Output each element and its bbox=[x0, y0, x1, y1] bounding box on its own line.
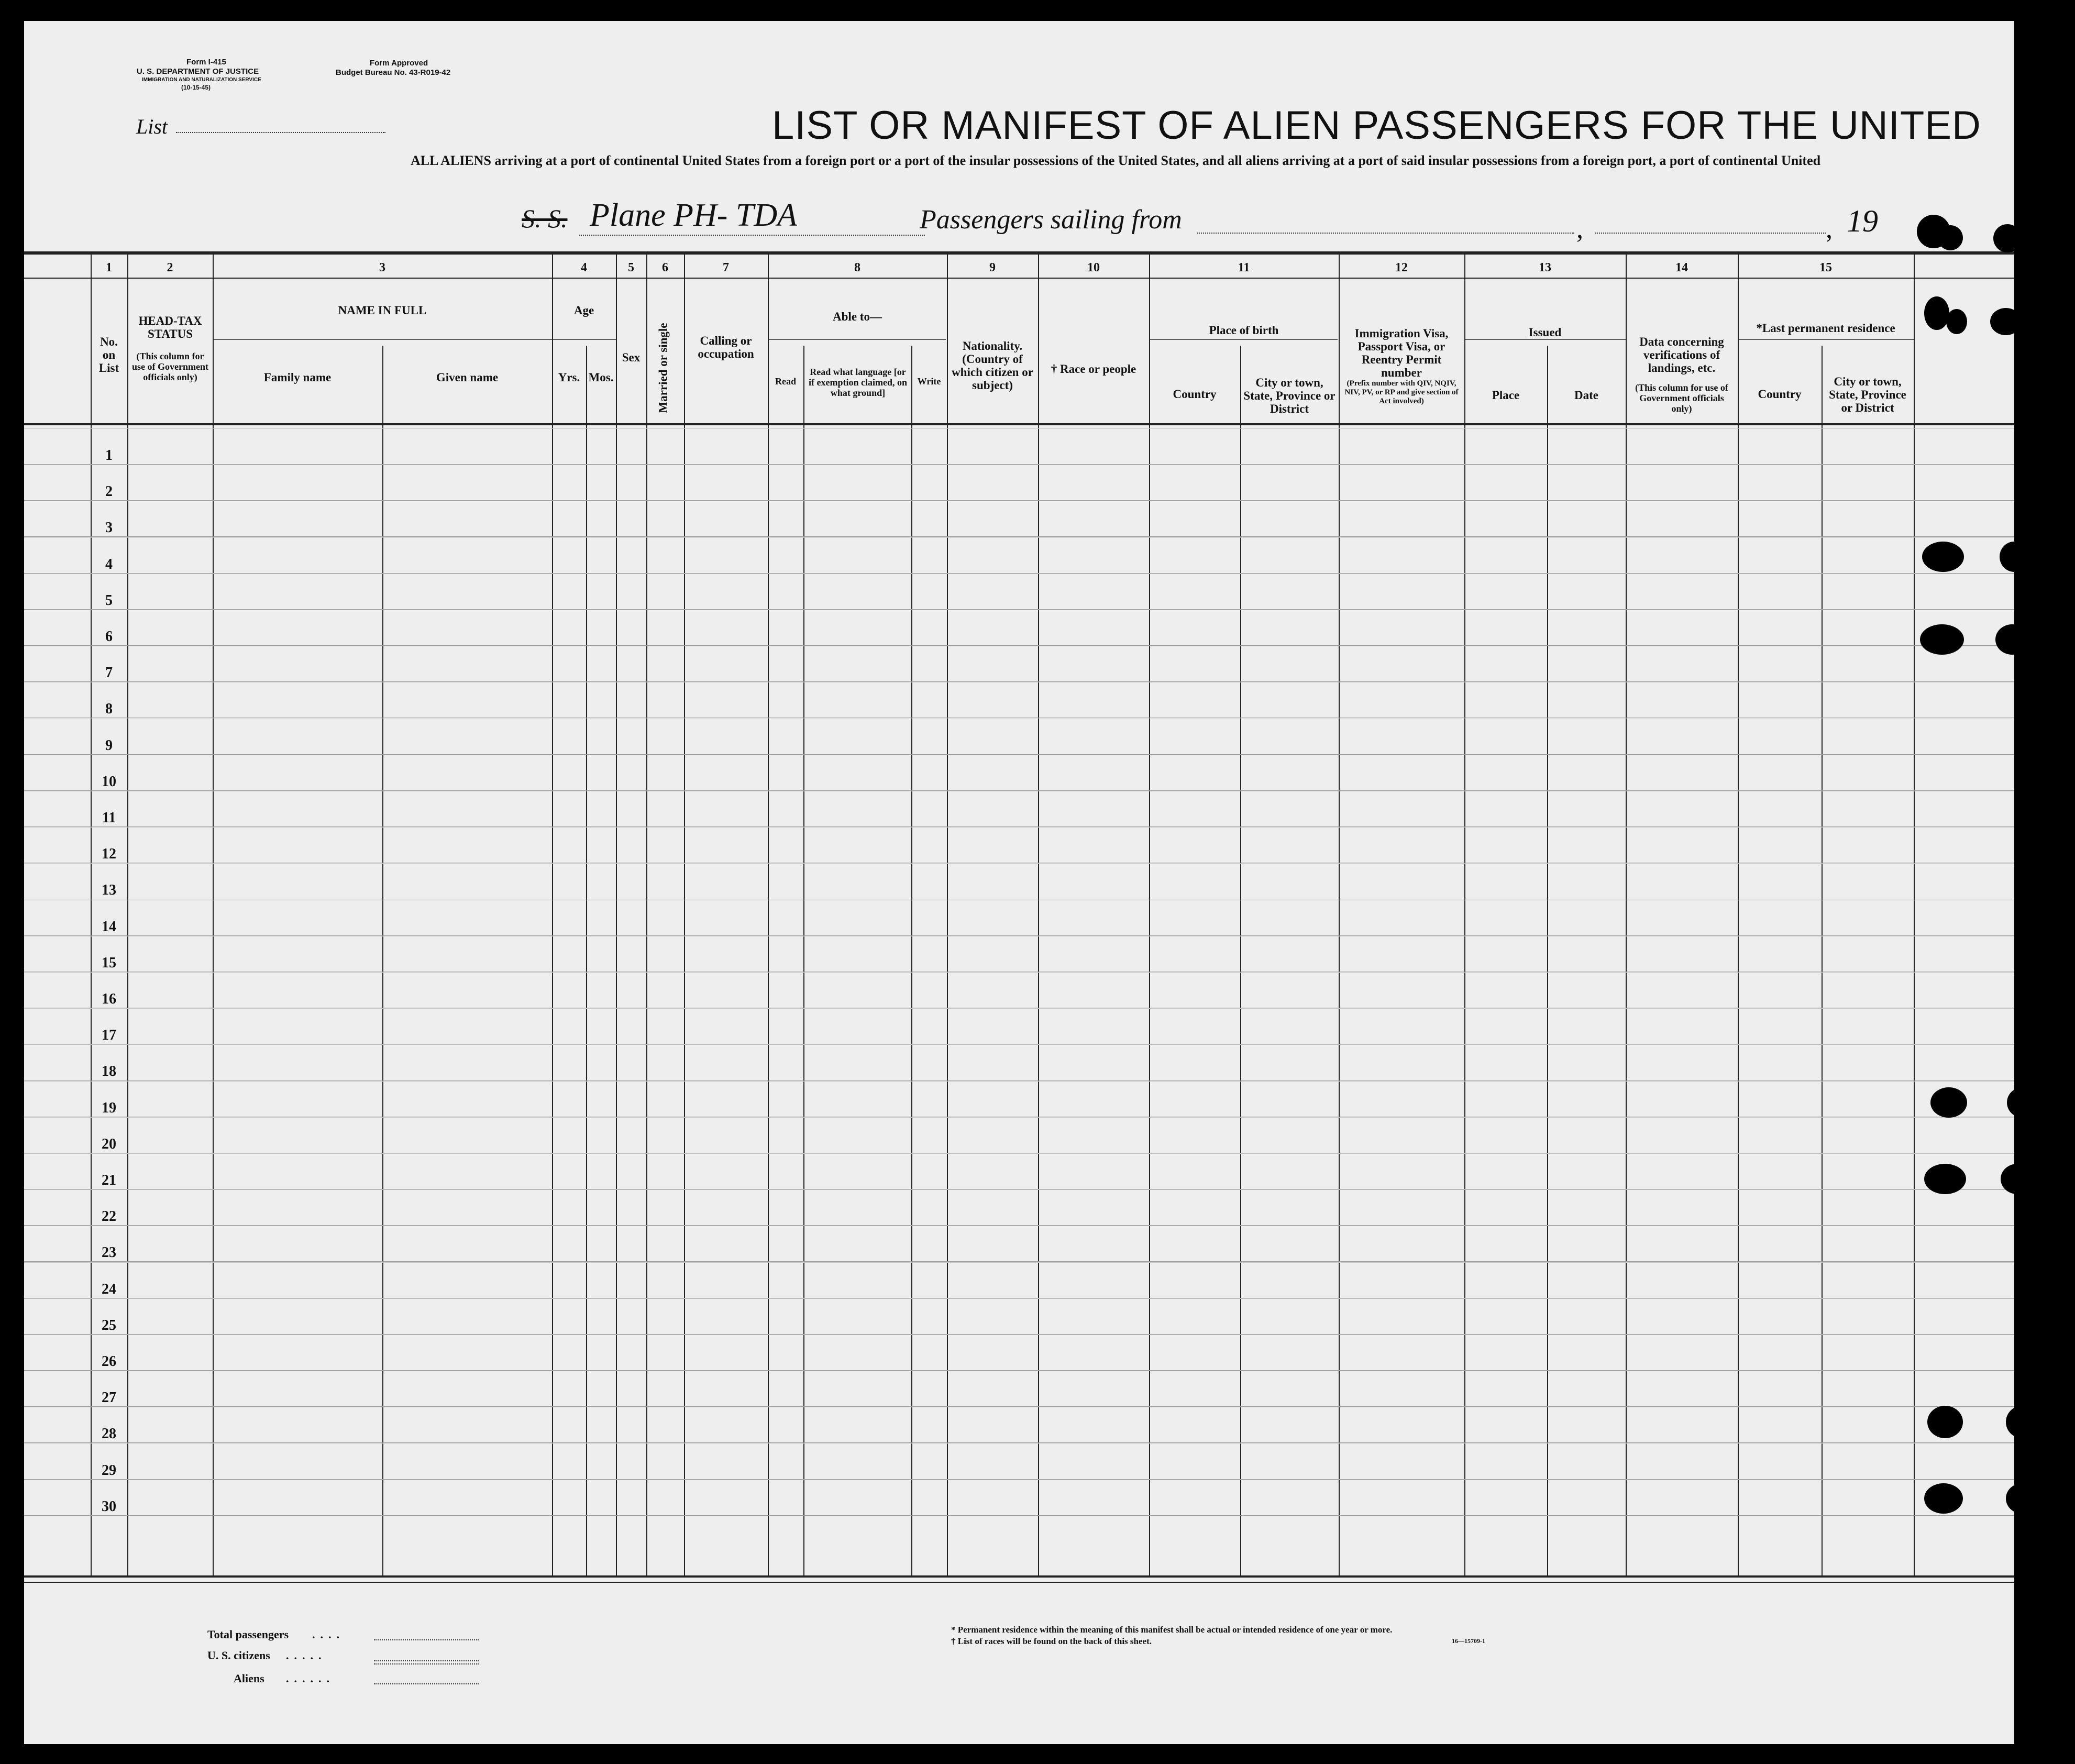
col-line bbox=[127, 255, 128, 1575]
col-line bbox=[1240, 346, 1241, 1575]
header-issued-place: Place bbox=[1492, 389, 1520, 402]
header-issued: Issued bbox=[1528, 326, 1562, 339]
header-landing-note: (This column for use of Government officials only) bbox=[1635, 382, 1728, 414]
list-label: List bbox=[136, 115, 168, 138]
footnote-permanent: * Permanent residence within the meaning of this manifest shall be actual or intended residence of one year or more. bbox=[951, 1625, 1393, 1635]
header-head-tax: HEAD-TAX STATUS bbox=[138, 314, 202, 340]
col-num-7: 7 bbox=[723, 261, 729, 274]
row-guide-line bbox=[24, 863, 2014, 864]
row-number: 13 bbox=[102, 882, 116, 899]
punch-hole bbox=[1924, 1164, 1966, 1194]
dots: ..... bbox=[286, 1649, 327, 1662]
header-nationality: Nationality. (Country of which citizen or subject) bbox=[952, 339, 1033, 392]
row-guide-line bbox=[24, 1081, 2014, 1082]
comma: , bbox=[1576, 214, 1583, 244]
row-number: 8 bbox=[105, 701, 113, 718]
header-age: Age bbox=[573, 304, 594, 317]
year-prefix: 19 bbox=[1847, 204, 1878, 238]
row-number: 18 bbox=[102, 1063, 116, 1080]
vessel-field[interactable] bbox=[579, 235, 925, 236]
table-top-border bbox=[24, 251, 2014, 255]
punch-hole bbox=[2007, 1087, 2038, 1118]
punch-hole bbox=[1946, 309, 1967, 334]
punch-hole bbox=[2001, 1164, 2034, 1194]
col-line bbox=[947, 255, 948, 1575]
approval-line-1: Form Approved bbox=[370, 59, 428, 68]
row-number: 20 bbox=[102, 1135, 116, 1152]
col-line bbox=[616, 255, 617, 1575]
punch-hole bbox=[1924, 1483, 1963, 1514]
header-yrs: Yrs. bbox=[558, 371, 580, 384]
header-read-language: Read what language [or if exemption claimed, on what ground] bbox=[809, 367, 907, 398]
service: IMMIGRATION AND NATURALIZATION SERVICE bbox=[142, 77, 261, 83]
col-num-9: 9 bbox=[989, 261, 996, 274]
row-number: 4 bbox=[105, 556, 113, 572]
punch-hole bbox=[2006, 1483, 2038, 1514]
header-name-in-full: NAME IN FULL bbox=[338, 304, 427, 317]
row-guide-line bbox=[24, 1262, 2014, 1263]
header-write: Write bbox=[917, 376, 941, 387]
comma-2: , bbox=[1826, 214, 1833, 244]
row-guide-line bbox=[24, 827, 2014, 828]
us-citizens-label: U. S. citizens bbox=[207, 1649, 270, 1662]
row-number: 26 bbox=[102, 1353, 116, 1370]
punch-hole bbox=[1924, 296, 1949, 330]
row-number: 10 bbox=[102, 773, 116, 790]
punch-hole bbox=[1930, 1087, 1967, 1118]
footnote-races: † List of races will be found on the back of this sheet. bbox=[951, 1636, 1152, 1646]
col-line bbox=[1738, 255, 1739, 1575]
dots: ...... bbox=[286, 1672, 335, 1685]
row-number: 5 bbox=[105, 592, 113, 609]
row-number: 12 bbox=[102, 846, 116, 863]
col-line bbox=[1339, 255, 1340, 1575]
punch-hole bbox=[1922, 542, 1964, 572]
row-guide-line bbox=[24, 1189, 2014, 1190]
col-line bbox=[1547, 346, 1548, 1575]
header-issued-date: Date bbox=[1574, 389, 1598, 402]
row-number: 17 bbox=[102, 1027, 116, 1044]
punch-hole bbox=[2006, 1406, 2038, 1438]
col-line bbox=[552, 255, 553, 1575]
total-passengers-label: Total passengers bbox=[207, 1628, 289, 1641]
header-last-residence: *Last permanent residence bbox=[1756, 322, 1895, 335]
col-num-6: 6 bbox=[662, 261, 668, 274]
col-line bbox=[684, 255, 685, 1575]
header-able-to: Able to— bbox=[833, 310, 882, 323]
us-citizens-field[interactable] bbox=[374, 1660, 479, 1661]
col-num-12: 12 bbox=[1395, 261, 1408, 274]
col-line bbox=[213, 255, 214, 1575]
row-guide-line bbox=[24, 1443, 2014, 1444]
row-guide-line bbox=[24, 1117, 2014, 1118]
header-res-country: Country bbox=[1758, 388, 1802, 401]
row-number: 16 bbox=[102, 991, 116, 1007]
form-number: Form I-415 bbox=[186, 58, 226, 67]
col-line bbox=[1822, 346, 1823, 1575]
header-landing: Data concerning verifications of landings, etc. bbox=[1639, 335, 1724, 374]
header-visa: Immigration Visa, Passport Visa, or Reentry Permit number bbox=[1354, 327, 1449, 379]
col-num-1: 1 bbox=[106, 261, 112, 274]
row-number: 28 bbox=[102, 1426, 116, 1442]
col-num-8: 8 bbox=[854, 261, 860, 274]
aliens-field[interactable] bbox=[374, 1683, 479, 1684]
header-head-tax-note: (This column for use of Government officials only) bbox=[132, 351, 208, 382]
header-mos: Mos. bbox=[588, 371, 614, 384]
form-date: (10-15-45) bbox=[181, 84, 211, 91]
total-passengers-field[interactable] bbox=[374, 1639, 479, 1640]
col-line bbox=[1464, 255, 1465, 1575]
row-number: 30 bbox=[102, 1498, 116, 1515]
page-subtitle: ALL ALIENS arriving at a port of continental United States from a foreign port or a port of the insular possessions of the United States, and all aliens arriving at a port of said insular possessions from a foreign port, a port of continental United bbox=[411, 153, 1821, 168]
row-number: 29 bbox=[102, 1462, 116, 1479]
row-guide-line bbox=[24, 428, 2014, 429]
header-race: † Race or people bbox=[1051, 362, 1136, 376]
dots: .... bbox=[312, 1628, 345, 1641]
col-num-13: 13 bbox=[1539, 261, 1551, 274]
punch-hole bbox=[1995, 624, 2029, 655]
row-number: 9 bbox=[105, 737, 113, 754]
subheader-line bbox=[1465, 339, 1626, 340]
page-title: LIST OR MANIFEST OF ALIEN PASSENGERS FOR THE UNITED bbox=[772, 103, 1981, 148]
header-family-name: Family name bbox=[263, 371, 332, 384]
col-line bbox=[768, 255, 769, 1575]
header-res-city: City or town, State, Province or District bbox=[1829, 375, 1906, 414]
approval-line-2: Budget Bureau No. 43-R019-42 bbox=[336, 68, 451, 77]
header-visa-note: (Prefix number with QIV, NQIV, NIV, PV, or RP and give section of Act involved) bbox=[1344, 379, 1459, 405]
header-place-of-birth: Place of birth bbox=[1209, 324, 1279, 337]
col-num-14: 14 bbox=[1675, 261, 1688, 274]
manifest-page bbox=[24, 21, 2014, 1744]
sailing-label: Passengers sailing from bbox=[920, 205, 1182, 235]
col-num-5: 5 bbox=[628, 261, 634, 274]
row-number: 6 bbox=[105, 629, 113, 645]
row-guide-line bbox=[24, 972, 2014, 973]
subheader-line bbox=[769, 339, 946, 340]
printer-code: 16—15709-1 bbox=[1452, 1637, 1485, 1645]
col-line bbox=[1149, 255, 1150, 1575]
col-line bbox=[586, 346, 587, 1575]
row-number: 1 bbox=[105, 447, 113, 464]
ss-label: S. S. bbox=[522, 204, 568, 233]
header-calling: Calling or occupation bbox=[698, 334, 754, 360]
col-line bbox=[911, 346, 912, 1575]
row-line bbox=[24, 1515, 2014, 1516]
header-country: Country bbox=[1173, 388, 1217, 401]
header-given-name: Given name bbox=[436, 371, 499, 384]
col-line bbox=[382, 346, 383, 1575]
row-number: 7 bbox=[105, 665, 113, 681]
row-number: 15 bbox=[102, 954, 116, 971]
row-guide-line bbox=[24, 1298, 2014, 1299]
punch-hole bbox=[1920, 624, 1964, 655]
col-num-4: 4 bbox=[581, 261, 587, 274]
list-number-field[interactable] bbox=[176, 132, 385, 133]
subheader-line bbox=[553, 339, 616, 340]
punch-hole bbox=[1938, 225, 1963, 250]
row-number: 22 bbox=[102, 1208, 116, 1225]
vessel-name: Plane PH- TDA bbox=[590, 197, 798, 233]
department: U. S. DEPARTMENT OF JUSTICE bbox=[137, 67, 259, 76]
row-number: 24 bbox=[102, 1281, 116, 1297]
row-guide-line bbox=[24, 537, 2014, 538]
row-number: 3 bbox=[105, 520, 113, 536]
table-bottom-border bbox=[24, 1575, 2014, 1578]
row-guide-line bbox=[24, 1044, 2014, 1045]
col-line bbox=[646, 255, 647, 1575]
punch-hole bbox=[2000, 542, 2029, 572]
row-guide-line bbox=[24, 1153, 2014, 1154]
row-number: 25 bbox=[102, 1317, 116, 1333]
subheader-line bbox=[214, 339, 552, 340]
row-number: 2 bbox=[105, 483, 113, 500]
col-line bbox=[1626, 255, 1627, 1575]
col-line bbox=[1914, 255, 1915, 1575]
sailing-from-field[interactable] bbox=[1197, 233, 1574, 234]
header-read: Read bbox=[775, 376, 796, 387]
punch-hole bbox=[1993, 224, 2022, 252]
header-sex: Sex bbox=[622, 351, 641, 364]
subheader-line bbox=[1739, 339, 1914, 340]
punch-hole bbox=[1927, 1406, 1963, 1438]
column-number-divider bbox=[24, 278, 2014, 279]
col-num-2: 2 bbox=[167, 261, 173, 274]
col-num-10: 10 bbox=[1087, 261, 1100, 274]
row-guide-line bbox=[24, 1008, 2014, 1009]
row-number: 19 bbox=[102, 1099, 116, 1116]
date-field[interactable] bbox=[1595, 233, 1826, 234]
header-married: Married or single bbox=[656, 323, 670, 413]
header-bottom-border bbox=[24, 423, 2014, 425]
header-no-on-list: No. on List bbox=[98, 335, 119, 374]
subheader-line bbox=[1150, 339, 1338, 340]
row-number: 21 bbox=[102, 1172, 116, 1188]
col-num-15: 15 bbox=[1819, 261, 1832, 274]
header-city-birth: City or town, State, Province or District bbox=[1243, 376, 1335, 415]
col-num-11: 11 bbox=[1238, 261, 1250, 274]
col-num-3: 3 bbox=[379, 261, 385, 274]
col-line bbox=[1038, 255, 1039, 1575]
punch-hole bbox=[1990, 308, 2022, 335]
us-citizens-field-2 bbox=[374, 1663, 479, 1664]
row-number: 11 bbox=[102, 810, 116, 826]
col-line bbox=[803, 346, 804, 1575]
aliens-label: Aliens bbox=[234, 1672, 264, 1685]
row-number: 23 bbox=[102, 1244, 116, 1261]
row-number: 14 bbox=[102, 918, 116, 935]
row-number: 27 bbox=[102, 1390, 116, 1406]
table-bottom-border-2 bbox=[24, 1582, 2014, 1583]
